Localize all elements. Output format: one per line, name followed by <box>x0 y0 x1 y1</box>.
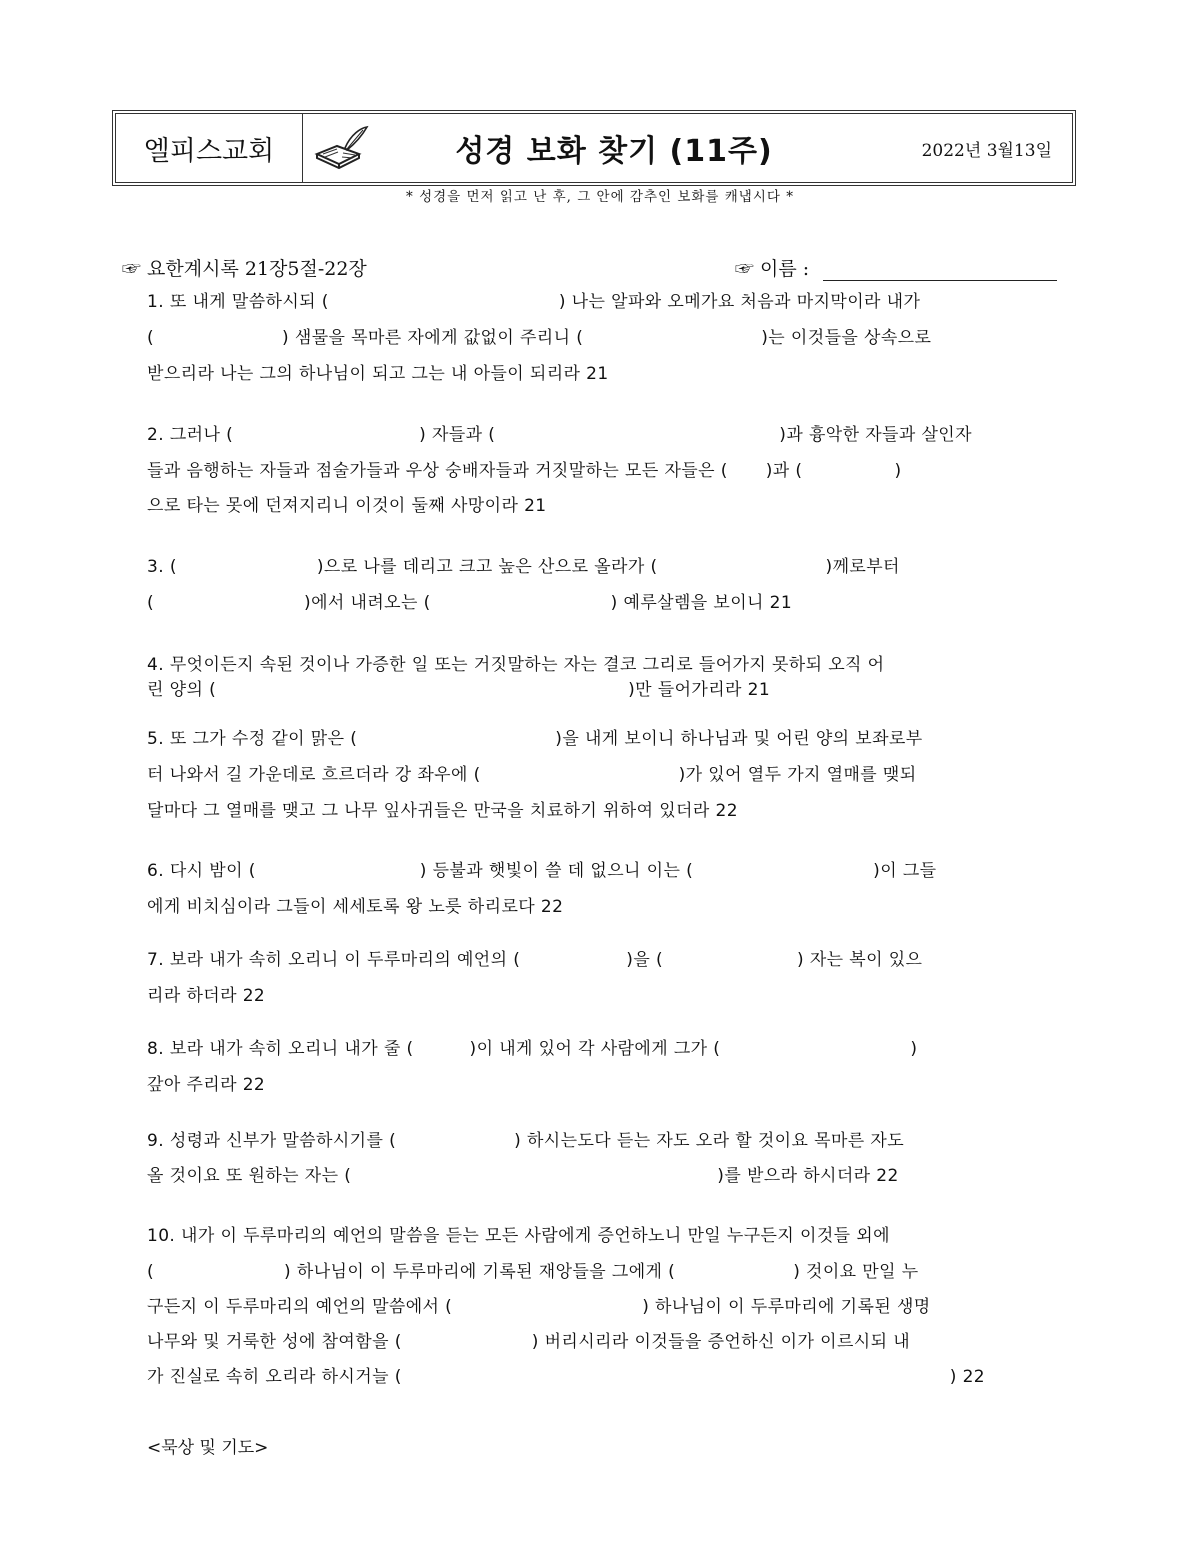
text-line: 린 양의 ( )만 들어가리라 21 <box>147 680 771 700</box>
text-line: 9. 성령과 신부가 말씀하시기를 ( ) 하시는도다 듣는 자도 오라 할 것이요 목마른 자도 <box>147 1131 905 1151</box>
date: 2022년 3월13일 <box>921 140 1052 161</box>
closing-prayer: <묵상 및 기도> <box>147 1438 269 1458</box>
text-line: 올 것이요 또 원하는 자는 ( )를 받으라 하시더라 22 <box>147 1166 899 1186</box>
text-line: 10. 내가 이 두루마리의 예언의 말씀을 듣는 모든 사람에게 증언하노니 만일 누구든지 이것들 외에 <box>147 1226 890 1246</box>
text-line: 4. 무엇이든지 속된 것이나 가증한 일 또는 거짓말하는 자는 결코 그리로 들어가지 못하되 오직 어 <box>147 655 885 675</box>
text-line: 나무와 및 거룩한 성에 참여함을 ( ) 버리시리라 이것들을 증언하신 이가 이르시되 내 <box>147 1332 911 1352</box>
text-line: 달마다 그 열매를 맺고 그 나무 잎사귀들은 만국을 치료하기 위하여 있더라 22 <box>147 801 738 821</box>
text-line: 5. 또 그가 수정 같이 맑은 ( )을 내게 보이니 하나님과 및 어린 양의 보좌로부 <box>147 729 923 749</box>
name-field <box>735 254 1057 281</box>
text-line: 갚아 주리라 22 <box>147 1075 266 1095</box>
text-line: 8. 보라 내가 속히 오리니 내가 줄 ( )이 내게 있어 각 사람에게 그가 ( ) <box>147 1039 918 1059</box>
header-box <box>115 113 1073 183</box>
text-line: 터 나와서 길 가운데로 흐르더라 강 좌우에 ( )가 있어 열두 가지 열매를 맺되 <box>147 765 917 785</box>
subtitle: * 성경을 먼저 읽고 난 후, 그 안에 감추인 보화를 캐냅시다 * <box>406 189 794 205</box>
text-line: 가 진실로 속히 오리라 하시거늘 ( ) 22 <box>147 1367 986 1387</box>
text-line: ( ) 하나님이 이 두루마리에 기록된 재앙들을 그에게 ( ) 것이요 만일 누 <box>147 1262 919 1282</box>
text-line: 에게 비치심이라 그들이 세세토록 왕 노릇 하리로다 22 <box>147 897 564 917</box>
page-title: 성경 보화 찾기 (11주) <box>455 134 773 169</box>
text-line: 받으리라 나는 그의 하나님이 되고 그는 내 아들이 되리라 21 <box>147 364 609 384</box>
scripture-reference: ☞ 요한계시록 21장5절-22장 <box>122 258 367 280</box>
text-line: 7. 보라 내가 속히 오리니 이 두루마리의 예언의 ( )을 ( ) 자는 복이 있으 <box>147 950 923 970</box>
text-line: ( ) 샘물을 목마른 자에게 값없이 주리니 ( )는 이것들을 상속으로 <box>147 328 932 348</box>
text-line: 2. 그러나 ( ) 자들과 ( )과 흉악한 자들과 살인자 <box>147 425 972 445</box>
text-line: 1. 또 내게 말씀하시되 ( ) 나는 알파와 오메가요 처음과 마지막이라 내가 <box>147 292 921 312</box>
text-line: ( )에서 내려오는 ( ) 예루살렘을 보이니 21 <box>147 593 793 613</box>
name-blank-line[interactable] <box>823 258 1057 281</box>
text-line: 구든지 이 두루마리의 예언의 말씀에서 ( ) 하나님이 이 두루마리에 기록된 생명 <box>147 1297 931 1317</box>
open-book-feather-icon <box>311 124 371 172</box>
text-line: 으로 타는 못에 던져지리니 이것이 둘째 사망이라 21 <box>147 496 547 516</box>
text-line: 들과 음행하는 자들과 점술가들과 우상 숭배자들과 거짓말하는 모든 자들은 ( )과 ( ) <box>147 461 902 481</box>
text-line: 6. 다시 밤이 ( ) 등불과 햇빛이 쓸 데 없으니 이는 ( )이 그들 <box>147 861 937 881</box>
name-label: ☞ 이름 : <box>735 258 810 280</box>
text-line: 리라 하더라 22 <box>147 986 266 1006</box>
text-line: 3. ( )으로 나를 데리고 크고 높은 산으로 올라가 ( )께로부터 <box>147 557 900 577</box>
church-name: 엘피스교회 <box>116 114 303 182</box>
